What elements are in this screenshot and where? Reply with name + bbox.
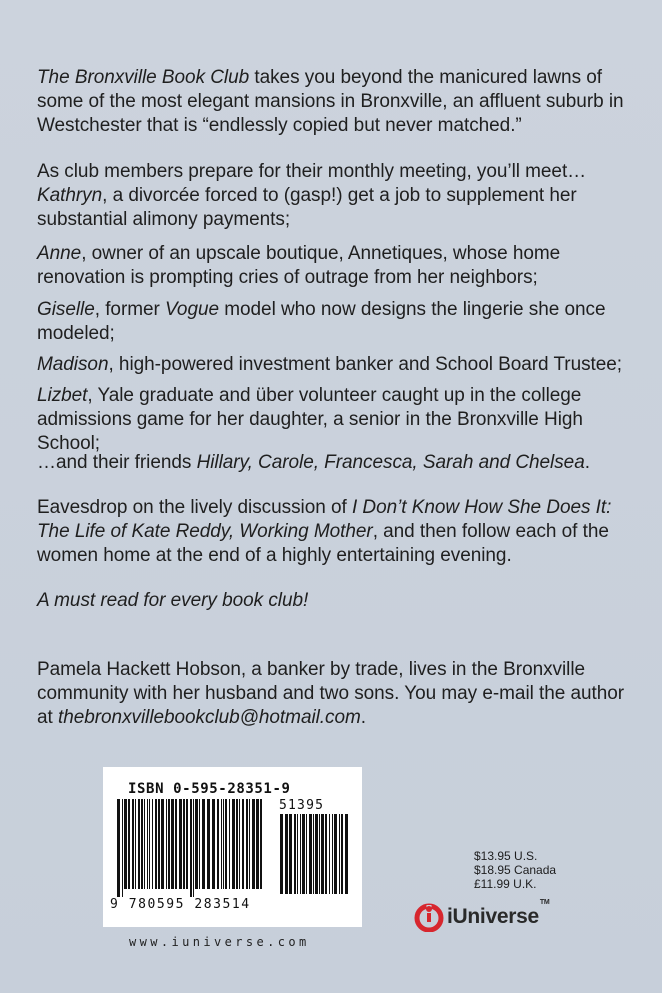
barcode-bar (321, 814, 324, 894)
barcode-bar (152, 799, 153, 889)
author-email: thebronxvillebookclub@hotmail.com (57, 707, 361, 728)
member-lizbet (37, 384, 627, 456)
barcode-panel (103, 767, 362, 927)
publisher-name: iUniverse™ (447, 899, 550, 928)
members-intro: As club members prepare for their monthly meeting, you’ll meet… (37, 161, 587, 182)
barcode-bar (138, 799, 140, 889)
member-name: Giselle (37, 299, 95, 320)
barcode-bar (124, 799, 127, 889)
barcode-bar (190, 799, 192, 897)
barcode-bar (168, 799, 170, 889)
member-madison (37, 353, 627, 377)
barcode-bar (249, 799, 250, 889)
barcode-bar (199, 799, 200, 889)
barcode-bar (179, 799, 182, 889)
barcode-bar (239, 799, 240, 889)
barcode-bar (315, 814, 318, 894)
barcode-bar (242, 799, 244, 889)
discussion-paragraph: Eavesdrop on the lively discussion of I Don’t Know How She Does It: The Life of Kate Reddy, Working Mother, and then follow each of the women home at the end of a highly entertaining evening. (37, 497, 612, 566)
barcode-bar (221, 799, 222, 889)
barcode-addon (279, 814, 351, 902)
barcode-bar (246, 799, 248, 889)
member-description: , owner of an upscale boutique, Annetiques, whose home renovation is prompting cries of outrage from her neighbors; (37, 243, 561, 288)
publisher-logo (414, 900, 549, 934)
barcode-bar (325, 814, 327, 894)
member-name: Madison (37, 354, 109, 375)
member-kathryn (37, 184, 627, 232)
barcode-bar (141, 799, 143, 889)
barcode-bar (155, 799, 157, 889)
barcode-bar (117, 799, 120, 897)
barcode-bar (122, 799, 123, 897)
price-canada: $18.95 Canada (474, 863, 557, 877)
barcode-bar (260, 799, 262, 889)
barcode-bar (166, 799, 167, 889)
isbn-label: ISBN 0-595-28351-9 (128, 781, 291, 797)
barcode-bar (225, 799, 227, 889)
barcode-bar (302, 814, 305, 894)
barcode-bar (135, 799, 136, 889)
barcode-bar (294, 814, 296, 894)
book-title: The Bronxville Book Club (37, 67, 250, 88)
barcode-bar (232, 799, 235, 889)
barcode-bar (212, 799, 215, 889)
barcode-bar (149, 799, 150, 889)
trademark: TM (539, 899, 550, 906)
member-name: Lizbet (37, 385, 88, 406)
barcode-bar (306, 814, 307, 894)
barcode-bar (300, 814, 301, 894)
member-description: , high-powered investment banker and School Board Trustee; (108, 354, 623, 375)
barcode-bar (161, 799, 164, 889)
author-bio: Pamela Hackett Hobson, a banker by trade, lives in the Bronxville community with her husband and two sons. You may e-mail the author at thebronxvillebookclub@hotmail.com. (37, 659, 625, 728)
barcode-bar (171, 799, 174, 889)
barcode-bar (297, 814, 298, 894)
barcode-bar (132, 799, 134, 889)
barcode-bar (280, 814, 283, 894)
member-name: Anne (37, 243, 82, 264)
tagline: A must read for every book club! (37, 590, 309, 611)
barcode-bar (195, 799, 198, 889)
barcode-bar (175, 799, 177, 889)
member-anne (37, 242, 627, 290)
barcode-bar (158, 799, 160, 889)
barcode-bar (207, 799, 210, 889)
barcode-bar (229, 799, 230, 889)
discussed-book-title: I Don’t Know How She Does It: The Life of Kate Reddy, Working Mother (37, 497, 612, 542)
barcode-bar (252, 799, 255, 889)
intro-text: takes you beyond the manicured lawns of some of the most elegant mansions in Bronxville, an affluent suburb in Westchester that is “endlessly copied but never matched.” (37, 67, 624, 136)
intro-paragraph (37, 66, 627, 138)
friends-paragraph: …and their friends Hillary, Carole, Francesca, Sarah and Chelsea. (37, 452, 590, 473)
barcode-bar (183, 799, 185, 889)
barcode-main (116, 799, 266, 897)
barcode-addon-number: 51395 (279, 798, 325, 813)
publisher-website: www.iuniverse.com (129, 935, 310, 949)
price-uk: £11.99 U.K. (474, 877, 537, 891)
barcode-bar (341, 814, 343, 894)
barcode-bar (334, 814, 337, 894)
barcode-bar (236, 799, 238, 889)
barcode-bar (313, 814, 314, 894)
barcode-bar (256, 799, 259, 889)
barcode-bar (285, 814, 288, 894)
barcode-bar (186, 799, 188, 889)
price-us: $13.95 U.S. (474, 849, 538, 863)
friends-names: Hillary, Carole, Francesca, Sarah and Chelsea (196, 452, 585, 473)
ean-digits: 9 780595 283514 (110, 897, 251, 912)
member-description: , Yale graduate and über volunteer caught up in the college admissions game for her daughter, a senior in the Bronxville High School; (37, 385, 583, 454)
barcode-bar (289, 814, 292, 894)
barcode-bar (339, 814, 340, 894)
barcode-bar (329, 814, 330, 894)
barcode-bar (147, 799, 148, 889)
barcode-bar (128, 799, 130, 889)
barcode-bar (309, 814, 312, 894)
barcode-bar (345, 814, 348, 894)
iuniverse-logo-icon (414, 902, 444, 932)
barcode-bar (319, 814, 320, 894)
magazine-name: Vogue (165, 299, 220, 320)
member-giselle: Giselle, former Vogue model who now designs the lingerie she once modeled; (37, 299, 606, 344)
price-list (474, 849, 556, 891)
barcode-bar (332, 814, 333, 894)
barcode-bar (193, 799, 194, 897)
barcode-bar (144, 799, 145, 889)
member-description: , a divorcée forced to (gasp!) get a job to supplement her substantial alimony payments; (37, 185, 577, 230)
barcode-bar (217, 799, 219, 889)
member-name: Kathryn (37, 185, 103, 206)
barcode-bar (223, 799, 224, 889)
barcode-bar (202, 799, 205, 889)
